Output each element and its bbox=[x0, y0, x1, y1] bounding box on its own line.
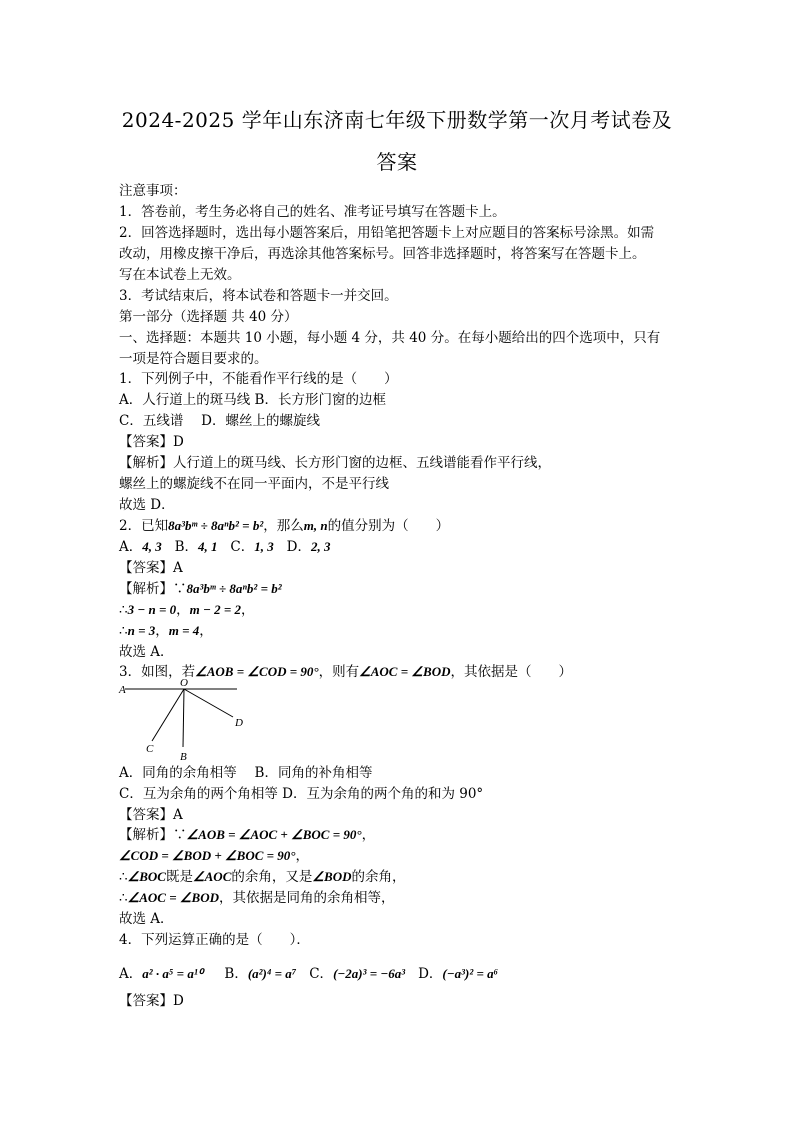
section-instructions-2: 一项是符合题目要求的。 bbox=[119, 351, 268, 367]
q2-opt-a-label: A． bbox=[119, 539, 143, 555]
q2-explanation-1 bbox=[119, 580, 282, 598]
q3-exp-prefix: 【解析】∵ bbox=[119, 827, 187, 843]
comma: ， bbox=[361, 827, 376, 843]
q4-opt-c-label: C． bbox=[309, 966, 334, 982]
q3-explanation-1 bbox=[119, 826, 375, 844]
q2-suffix: 的值分别为（ ） bbox=[327, 518, 450, 534]
q3-options-cd: C．互为余角的两个角相等 D．互为余角的两个角的和为 90° bbox=[119, 786, 484, 802]
q3-exp-eq-3: ∠AOC = ∠BOD bbox=[127, 890, 219, 905]
q2-opt-b-label: B． bbox=[174, 539, 199, 555]
label-o: O bbox=[180, 677, 188, 689]
q3-conclusion: 故选 A． bbox=[119, 911, 174, 927]
q1-explanation-2: 螺丝上的螺旋线不在同一平面内，不是平行线 bbox=[119, 476, 389, 492]
q4-opt-d-expr: (−a³)² = a⁶ bbox=[442, 966, 499, 981]
notice-item-2a: 2．回答选择题时，选出每小题答案后，用铅笔把答题卡上对应题目的答案标号涂黑。如需 bbox=[119, 225, 655, 241]
q2-opt-a-value: 4, 3 bbox=[142, 539, 162, 554]
notice-item-3: 3．考试结束后，将本试卷和答题卡一并交回。 bbox=[119, 288, 398, 304]
q4-answer: 【答案】D bbox=[119, 993, 184, 1009]
q2-opt-c-label: C． bbox=[230, 539, 255, 555]
q1-explanation-1: 【解析】人行道上的斑马线、长方形门窗的边框、五线谱能看作平行线， bbox=[119, 455, 551, 471]
label-a: A bbox=[119, 684, 126, 696]
comma: ， bbox=[176, 602, 190, 618]
q2-answer: 【答案】A bbox=[119, 560, 183, 576]
notice-item-2b: 改动，用橡皮擦干净后，再选涂其他答案标号。回答非选择题时，将答案写在答题卡上。 bbox=[119, 246, 646, 262]
angle-aoc: ∠AOC bbox=[192, 869, 232, 884]
comma: ， bbox=[295, 848, 310, 864]
q4-stem: 4．下列运算正确的是（ ）． bbox=[119, 932, 310, 948]
q3-exp-eq-1: ∠AOB = ∠AOC + ∠BOC = 90° bbox=[186, 827, 362, 842]
q4-opt-d-label: D． bbox=[418, 966, 443, 982]
notice-item-1: 1．答卷前，考生务必将自己的姓名、准考证号填写在答题卡上。 bbox=[119, 204, 506, 220]
comma: ， bbox=[241, 602, 255, 618]
notice-heading: 注意事项： bbox=[119, 183, 187, 199]
q2-vars: m, n bbox=[303, 518, 328, 533]
q1-options-ab: A．人行道上的斑马线 B．长方形门窗的边框 bbox=[119, 392, 386, 408]
q1-options-cd: C．五线谱 D．螺丝上的螺旋线 bbox=[119, 413, 320, 429]
q3-options-ab: A．同角的余角相等 B．同角的补角相等 bbox=[119, 765, 373, 781]
therefore-symbol: ∴ bbox=[119, 602, 128, 618]
q1-answer: 【答案】D bbox=[119, 434, 184, 450]
q2-explanation-2 bbox=[119, 601, 255, 619]
q2-eq-4: m = 4 bbox=[168, 623, 200, 638]
q2-prefix: 2．已知 bbox=[119, 518, 169, 534]
comma: ， bbox=[199, 623, 213, 639]
q3-explanation-2 bbox=[119, 847, 309, 865]
q2-opt-d-label: D． bbox=[286, 539, 311, 555]
q3-explanation-4 bbox=[119, 889, 395, 907]
q2-opt-c-value: 1, 3 bbox=[254, 539, 274, 554]
q2-expression: 8a³bᵐ ÷ 8aⁿb² = b² bbox=[168, 518, 264, 533]
therefore-symbol: ∴ bbox=[119, 890, 128, 906]
ray-ob bbox=[183, 689, 184, 747]
part-heading: 第一部分（选择题 共 40 分） bbox=[119, 309, 298, 325]
q2-opt-d-value: 2, 3 bbox=[310, 539, 331, 554]
q4-opt-a-label: A． bbox=[119, 966, 143, 982]
label-d: D bbox=[235, 717, 243, 729]
q3-mid: ，则有 bbox=[318, 664, 360, 680]
label-b: B bbox=[180, 751, 187, 763]
document-title-line2: 答案 bbox=[376, 150, 418, 174]
q4-opt-a-expr: a² · a⁵ = a¹⁰ bbox=[142, 966, 203, 981]
q3-text-basis: ，其依据是同角的余角相等， bbox=[219, 890, 395, 906]
q2-conclusion: 故选 A． bbox=[119, 644, 174, 660]
q3-angle-diagram bbox=[115, 676, 255, 764]
q3-condition: ∠AOB = ∠COD = 90° bbox=[195, 664, 319, 679]
q3-prefix: 3．如图，若 bbox=[119, 664, 196, 680]
comma: ， bbox=[155, 623, 169, 639]
angle-boc: ∠BOC bbox=[127, 869, 166, 884]
q4-options bbox=[119, 965, 498, 983]
q3-suffix: ，其依据是（ ） bbox=[450, 664, 572, 680]
document-title-line1: 2024-2025 学年山东济南七年级下册数学第一次月考试卷及 bbox=[121, 108, 673, 132]
q4-opt-c-expr: (−2a)³ = −6a³ bbox=[333, 966, 406, 981]
angle-bod: ∠BOD bbox=[312, 869, 352, 884]
q3-text-yujiao: 的余角， bbox=[351, 869, 406, 885]
q2-eq-3: n = 3 bbox=[127, 623, 156, 638]
q2-eq-2: m − 2 = 2 bbox=[189, 602, 242, 617]
q1-stem: 1．下列例子中，不能看作平行线的是（ ） bbox=[119, 371, 398, 387]
q1-conclusion: 故选 D． bbox=[119, 497, 175, 513]
q3-result: ∠AOC = ∠BOD bbox=[359, 664, 451, 679]
q2-stem bbox=[119, 517, 449, 535]
section-instructions-1: 一、选择题：本题共 10 小题，每小题 4 分，共 40 分。在每小题给出的四个选项中，只有 bbox=[119, 330, 661, 346]
q4-opt-b-expr: (a²)⁴ = a⁷ bbox=[247, 966, 297, 981]
q2-exp-prefix: 【解析】∵ bbox=[119, 581, 187, 597]
q2-explanation-3 bbox=[119, 622, 213, 640]
notice-item-2c: 写在本试卷上无效。 bbox=[119, 267, 241, 283]
label-c: C bbox=[146, 743, 154, 755]
q3-text-jishi: 既是 bbox=[165, 869, 193, 885]
q2-opt-b-value: 4, 1 bbox=[198, 539, 218, 554]
q4-opt-b-label: B． bbox=[224, 966, 248, 982]
q2-options bbox=[119, 538, 330, 556]
therefore-symbol: ∴ bbox=[119, 869, 128, 885]
therefore-symbol: ∴ bbox=[119, 623, 128, 639]
q3-answer: 【答案】A bbox=[119, 807, 183, 823]
q3-exp-eq-2: ∠COD = ∠BOD + ∠BOC = 90° bbox=[119, 848, 296, 863]
q3-text-youshi: 的余角，又是 bbox=[231, 869, 313, 885]
ray-od bbox=[184, 689, 233, 717]
q3-explanation-3 bbox=[119, 868, 405, 886]
q2-eq-1: 3 − n = 0 bbox=[127, 602, 177, 617]
ray-oc bbox=[152, 689, 184, 741]
q2-mid: ，那么 bbox=[263, 518, 304, 534]
q2-exp-expression: 8a³bᵐ ÷ 8aⁿb² = b² bbox=[186, 581, 282, 596]
